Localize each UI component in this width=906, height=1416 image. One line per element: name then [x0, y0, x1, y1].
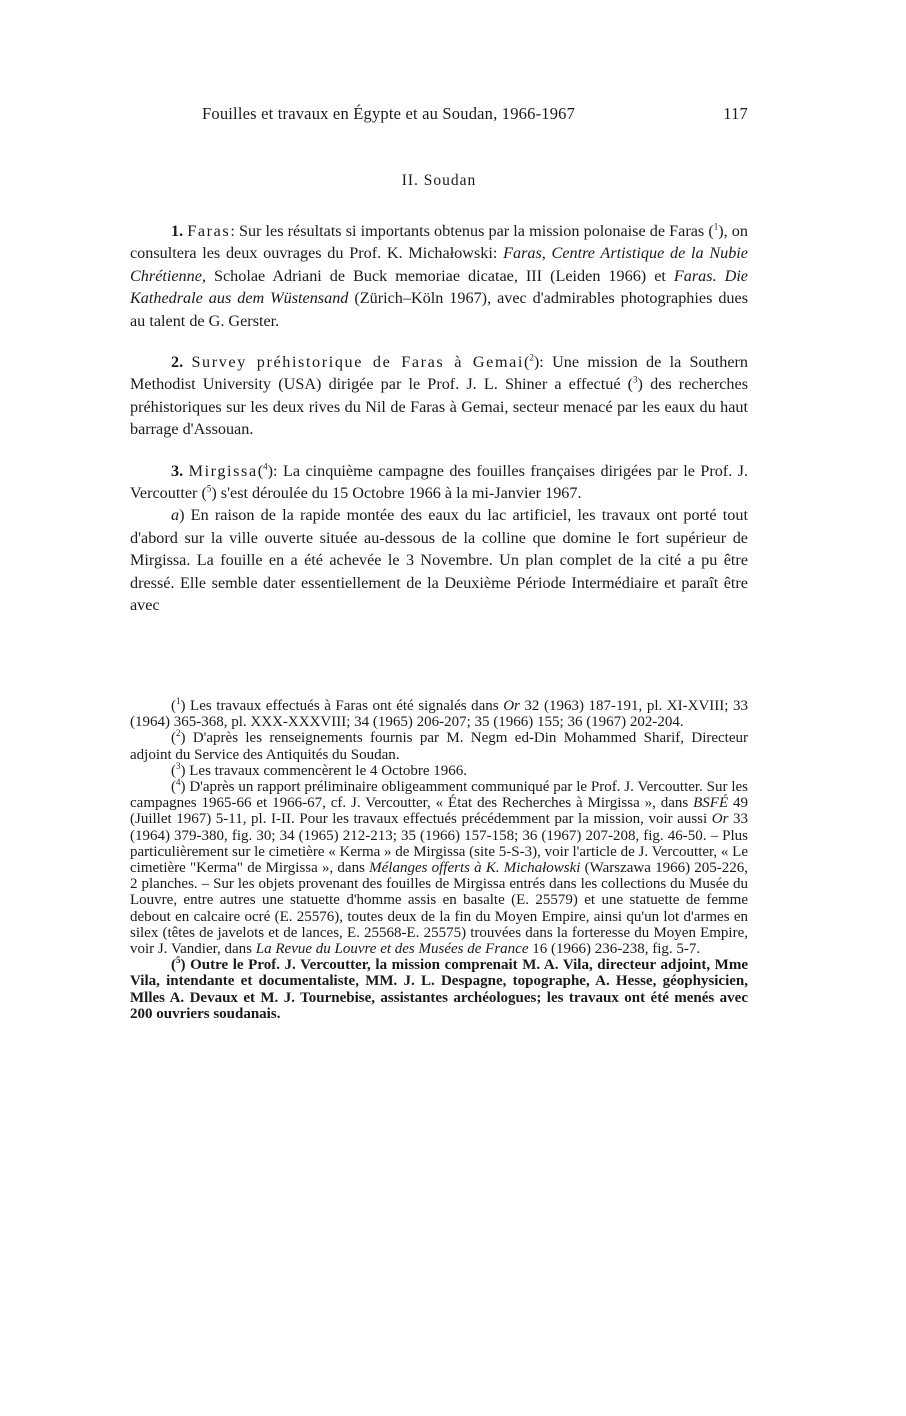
- footnote-ref: 3: [633, 375, 638, 386]
- text: Les travaux effectués à Faras ont été signalés dans: [185, 698, 504, 714]
- text: ) En raison de la rapide montée des eaux du lac artificiel, les travaux ont porté tout d'abord sur la ville ouverte située au-dessous de la colline que domine le fort supérieur de Mirgissa. La fouille en a été achevée le 3 Novembre. Un plan complet de la cité a pu être dressé. Elle semble dater essentiellement de la Deuxième Période Intermédiaire et paraît être avec: [130, 506, 748, 615]
- paragraph-letter: a: [171, 506, 180, 525]
- book-title: Faras. Die Kathedrale aus dem Wüstensand: [130, 266, 748, 308]
- text: 16 (1966) 236-238, fig. 5-7.: [528, 941, 701, 958]
- footnote-number: 5: [176, 955, 181, 966]
- footnote-5: ($^5$) Outre le Prof. J. Vercoutter, la mission comprenait M. A. Vila, directeur adjoint, Mme Vila, intendante et documentaliste, MM. J. L. Despagne, topographe, A. Hesse, géophysicien, Mlles A. Devaux et M. J. Tournebise, assistantes archéologues; les travaux ont été menés avec 200 ouvriers soudanais.: [130, 955, 748, 1022]
- paragraph-lead: Survey préhistorique de Faras à Gemai: [191, 353, 525, 372]
- footnote-ref: 5: [206, 483, 212, 494]
- text: 33 (1964) 379-380, fig. 30; 34 (1965) 212-213; 35 (1966) 157-158; 36 (1967) 207-208, fig. 46-50. – Plus particulièrement sur le cimetière « Kerma » de Mirgissa (site 5-S-3), voir l'article de J. Vercoutter, « Le cimetière "Kerma" de Mirgissa », dans: [130, 811, 749, 877]
- journal-abbrev: BSFÉ: [693, 795, 729, 812]
- paragraph-survey: 2. Survey préhistorique de Faras à Gemai($^2$): Une mission de la Southern Methodist University (USA) dirigée par le Prof. J. L. Shiner a effectué ($^3$) des recherches préhistoriques sur les deux rives du Nil de Faras à Gemai, secteur menacé par les eaux du haut barrage d'Assouan.: [130, 352, 749, 439]
- text: 49 (Juillet 1967) 5-11, pl. I-II. Pour les travaux effectués précédemment par la mission, voir aussi: [130, 795, 749, 828]
- footnote-ref: 2: [529, 352, 534, 363]
- document-page: [130, 0, 748, 1416]
- footnote-number: 4: [176, 777, 181, 788]
- text: 32 (1963) 187-191, pl. XI-XVIII; 33 (1964) 365-368, pl. XXX-XXXVIII; 34 (1965) 206-207; 35 (1966) 155; 36 (1967) 202-204.: [130, 698, 748, 731]
- text: ) des recherches préhistoriques sur les deux rives du Nil de Faras à Gemai, secteur menacé par les eaux du haut barrage d'Assouan.: [130, 375, 748, 439]
- footnotes: [130, 698, 748, 1022]
- footnote-ref: 4: [263, 461, 268, 472]
- footnote-number: 3: [176, 760, 181, 771]
- footnote-3: ($^3$) Les travaux commencèrent le 4 Octobre 1966.: [171, 760, 468, 779]
- text: (Warszawa 1966) 205-226, 2 planches. – Sur les objets provenant des fouilles de Mirgissa entrés dans les collections du Musée du Louvre, entre autres une statuette d'homme assis en basalte (E. 25579) et une statuette de femme debout en calcaire ocré (E. 25576), toutes deux de la fin du Moyen Empire, ainsi qu'un lot d'armes en silex (têtes de javelots et de lances, E. 25568-E. 25575) trouvées dans la forteresse du Moyen Empire, voir J. Vandier, dans: [130, 860, 749, 958]
- text: ): Une mission de la Southern Methodist University (USA) dirigée par le Prof. J. L. Shiner a effectué (: [130, 353, 749, 394]
- running-title: Fouilles et travaux en Égypte et au Soudan, 1966-1967: [202, 104, 576, 123]
- paragraph-lead: Faras: [187, 222, 231, 240]
- footnote-2: ($^2$) D'après les renseignements fournis par M. Negm ed-Din Mohammed Sharif, Directeur adjoint du Service des Antiquités du Soudan.: [130, 728, 748, 763]
- footnote-number: 1: [176, 696, 181, 706]
- paragraph-number: 3.: [171, 461, 184, 480]
- text: Les travaux commencèrent le 4 Octobre 1966.: [185, 762, 468, 779]
- section-title: II. Soudan: [401, 172, 477, 189]
- paragraph-mirgissa: 3. Mirgissa($^4$): La cinquième campagne des fouilles françaises dirigées par le Prof. J. Vercoutter ($^5$) s'est déroulée du 15 Octobre 1966 à la mi-Janvier 1967.: [130, 461, 749, 503]
- footnote-1: ($^1$) Les travaux effectués à Faras ont été signalés dans Or 32 (1963) 187-191, pl. XI-XVIII; 33 (1964) 365-368, pl. XXX-XXXVIII; 34 (1965) 206-207; 35 (1966) 155; 36 (1967) 202-204.: [130, 696, 748, 731]
- book-title: Mélanges offerts à K. Michałowski: [369, 860, 581, 877]
- paragraph-a: [130, 504, 748, 616]
- paragraph-number: 2.: [171, 353, 184, 372]
- journal-abbrev: Or: [711, 811, 729, 828]
- text: ): La cinquième campagne des fouilles françaises dirigées par le Prof. J. Vercoutter (: [130, 461, 749, 503]
- paragraph-faras: [130, 220, 748, 332]
- footnote-number: 2: [176, 728, 181, 739]
- body-text: [130, 220, 748, 617]
- text: Outre le Prof. J. Vercoutter, la mission comprenait M. A. Vila, directeur adjoint, Mme Vila, intendante et documentaliste, MM. J. L. Despagne, topographe, A. Hesse, géophysicien, Mlles A. Devaux et M. J. Tournebise, assistantes archéologues; les travaux ont été menés avec 200 ouvriers soudanais.: [130, 957, 748, 1022]
- paragraph-number: 1.: [171, 222, 184, 240]
- text: , Scholae Adriani de Buck memoriae dicatae, III (Leiden 1966) et: [201, 266, 674, 285]
- book-title: Faras, Centre Artistique de la Nubie Chrétienne: [130, 244, 748, 285]
- text: : Sur les résultats si importants obtenus par la mission polonaise de Faras (: [230, 222, 714, 240]
- text: ), on consultera les deux ouvrages du Prof. K. Michałowski:: [130, 222, 748, 263]
- text: ) s'est déroulée du 15 Octobre 1966 à la mi-Janvier 1967.: [211, 484, 582, 503]
- journal-title: La Revue du Louvre et des Musées de France: [255, 941, 529, 958]
- journal-abbrev: Or: [503, 698, 520, 714]
- text: D'après les renseignements fournis par M. Negm ed-Din Mohammed Sharif, Directeur adjoint du Service des Antiquités du Soudan.: [130, 730, 748, 763]
- paragraph-lead: Mirgissa: [188, 461, 258, 480]
- footnote-4: ($^4$) D'après un rapport préliminaire obligeamment communiqué par le Prof. J. Vercoutter. Sur les campagnes 1965-66 et 1966-67, cf. J. Vercoutter, « État des Recherches à Mirgissa », dans BSFÉ 49 (Juillet 1967) 5-11, pl. I-II. Pour les travaux effectués précédemment par la mission, voir aussi Or 33 (1964) 379-380, fig. 30; 34 (1965) 212-213; 35 (1966) 157-158; 36 (1967) 207-208, fig. 46-50. – Plus particulièrement sur le cimetière « Kerma » de Mirgissa (site 5-S-3), voir l'article de J. Vercoutter, « Le cimetière "Kerma" de Mirgissa », dans Mélanges offerts à K. Michałowski (Warszawa 1966) 205-226, 2 planches. – Sur les objets provenant des fouilles de Mirgissa entrés dans les collections du Musée du Louvre, entre autres une statuette d'homme assis en basalte (E. 25579) et une statuette de femme debout en calcaire ocré (E. 25576), toutes deux de la fin du Moyen Empire, ainsi qu'un lot d'armes en silex (têtes de javelots et de lances, E. 25568-E. 25575) trouvées dans la forteresse du Moyen Empire, voir J. Vandier, dans La Revue du Louvre et des Musées de France 16 (1966) 236-238, fig. 5-7.: [130, 777, 749, 958]
- text: (Zürich–Köln 1967), avec d'admirables photographies dues au talent de G. Gerster.: [130, 289, 748, 330]
- footnote-ref: 1: [713, 221, 719, 232]
- text: D'après un rapport préliminaire obligeamment communiqué par le Prof. J. Vercoutter. Sur les campagnes 1965-66 et 1966-67, cf. J. Vercoutter, « État des Recherches à Mirgissa », dans: [130, 779, 748, 812]
- page-number: 117: [723, 104, 748, 123]
